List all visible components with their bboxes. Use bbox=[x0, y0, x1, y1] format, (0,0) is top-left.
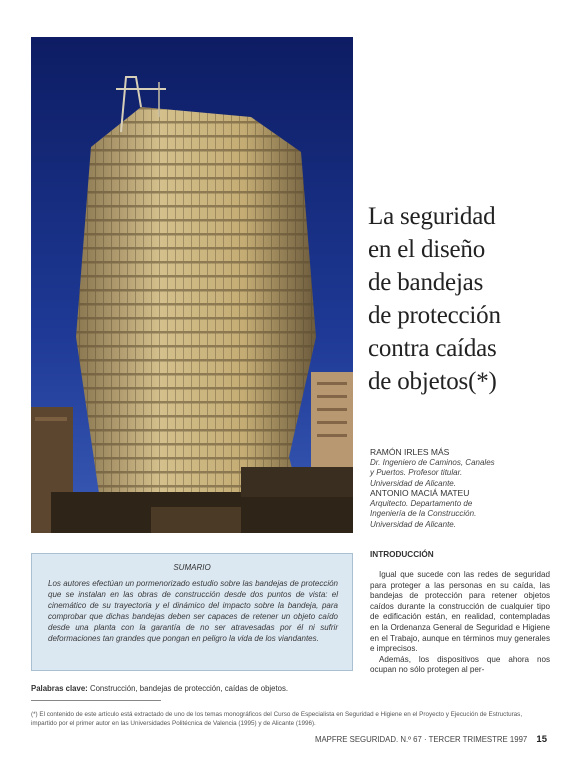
title-line: La seguridad bbox=[368, 203, 496, 230]
paragraph: Además, los dispositivos que ahora nos ocupan no sólo protegen al per- bbox=[370, 654, 550, 675]
summary-box bbox=[31, 553, 353, 671]
title-line: de protección bbox=[368, 302, 501, 329]
author-affiliation: Dr. Ingeniero de Caminos, Canales y Puertos. Profesor titular. Universidad de Alicante. bbox=[370, 457, 495, 488]
building-photo bbox=[31, 37, 353, 533]
title-line: contra caídas bbox=[368, 335, 497, 362]
author-name: RAMÓN IRLES MÁS bbox=[370, 447, 450, 457]
author-name: ANTONIO MACIÁ MATEU bbox=[370, 488, 470, 498]
page-number: 15 bbox=[536, 734, 547, 745]
author-affiliation: Arquitecto. Departamento de Ingeniería de la Construcción. Universidad de Alicante. bbox=[370, 498, 477, 529]
paragraph: Igual que sucede con las redes de seguridad para proteger a las personas en su caída, las bandejas de protección para retener objetos caídos durante la construcción de cualquier tipo de edificación están, en realidad, contempladas en la Ordenanza General de Seguridad e Higiene en el Trabajo, aunque en términos muy generales e imprecisos. bbox=[370, 570, 550, 654]
footnote: (*) El contenido de este artículo está extractado de uno de los temas monográficos del Curso de Especialista en Seguridad e Higiene en el Proyecto y Ejecución de Estructuras, impartido por el primer autor en las Universidades Politécnica de Valencia (1995) y de Alicante (1996). bbox=[31, 711, 523, 727]
footnote-divider bbox=[31, 700, 161, 701]
keywords bbox=[31, 684, 361, 693]
keywords-label: Palabras clave: bbox=[31, 684, 88, 693]
title-line: de objetos(*) bbox=[368, 368, 497, 395]
intro-body bbox=[370, 570, 550, 676]
section-heading: INTRODUCCIÓN bbox=[370, 550, 434, 559]
title-line: de bandejas bbox=[368, 269, 484, 296]
summary-text: Los autores efectúan un pormenorizado estudio sobre las bandejas de protección que se instalan en las obras de construcción desde dos puntos de vista: el cinemático de su trayectoria y el dinámico del impacto sobre la bandeja, para comprobar que dichas bandejas deben ser capaces de retener un objeto caído desde una planta con la garantía de no ser atravesadas por él ni sufrir deformaciones tan grandes que pongan en peligro la vida de los viandantes. bbox=[48, 579, 338, 643]
article-title bbox=[368, 200, 558, 398]
author-block-1 bbox=[370, 447, 555, 489]
author-block-2 bbox=[370, 488, 555, 530]
summary-heading: SUMARIO bbox=[173, 563, 211, 572]
title-line: en el diseño bbox=[368, 236, 486, 263]
journal-info: MAPFRE SEGURIDAD. N.º 67 · TERCER TRIMESTRE 1997 bbox=[314, 735, 528, 744]
page-footer bbox=[315, 734, 547, 745]
keywords-text: Construcción, bandejas de protección, caídas de objetos. bbox=[87, 684, 289, 693]
